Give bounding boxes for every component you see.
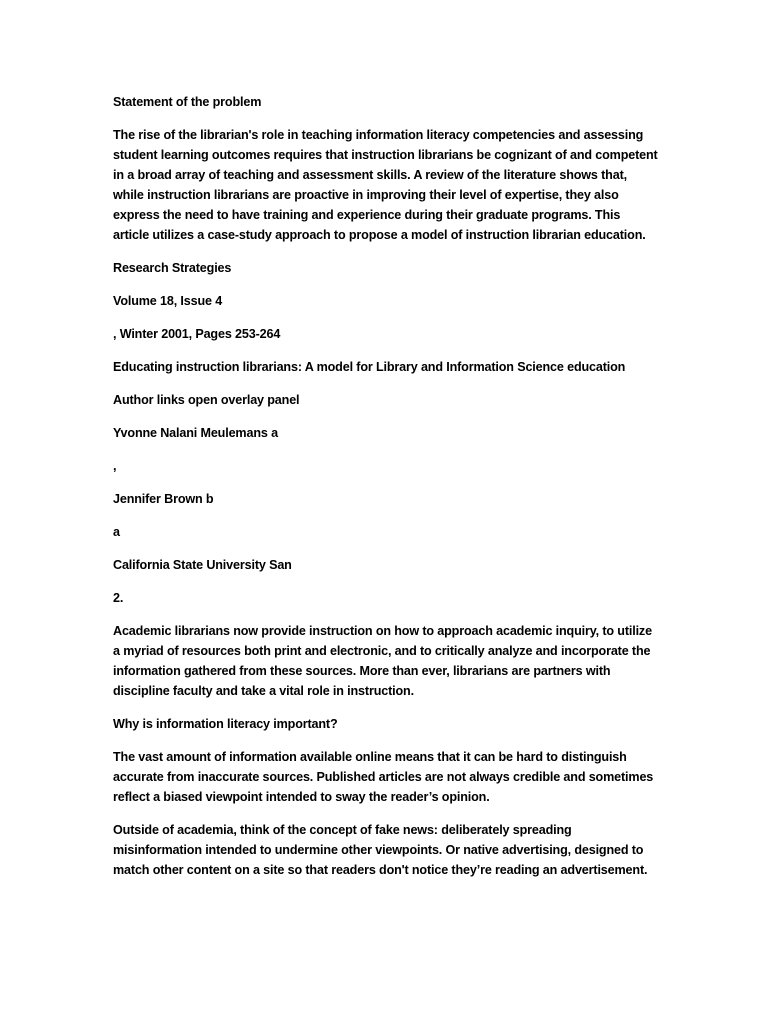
document-body [113, 92, 658, 893]
author-links-text: Author links open overlay panel [113, 393, 300, 407]
paragraph-academic-librarians: Academic librarians now provide instruction on how to approach academic inquiry, to utilize a myriad of resources both print and electronic, and to critically analyze and incorporate the information gathered from these sources. More than ever, librarians are partners with discipline faculty and take a vital role in instruction. [113, 624, 652, 698]
article-title: Educating instruction librarians: A model for Library and Information Science education [113, 360, 626, 374]
paragraph-fake-news: Outside of academia, think of the concept of fake news: deliberately spreading misinformation intended to undermine other viewpoints. Or native advertising, designed to match other content on a site so that readers don't notice they’re reading an advertisement. [113, 823, 648, 877]
author-name-2: Jennifer Brown b [113, 492, 214, 506]
section-heading-why: Why is information literacy important? [113, 717, 338, 731]
section-number: 2. [113, 591, 124, 605]
journal-name: Research Strategies [113, 261, 232, 275]
journal-date-pages: , Winter 2001, Pages 253-264 [113, 327, 281, 341]
paragraph-abstract: The rise of the librarian's role in teaching information literacy competencies and assessing student learning outcomes requires that instruction librarians be cognizant of and competent in a broad array of teaching and assessment skills. A review of the literature shows that, while instruction librarians are proactive in improving their level of expertise, they also express the need to have training and experience during their graduate programs. This article utilizes a case-study approach to propose a model of instruction librarian education. [113, 128, 658, 242]
section-heading-statement: Statement of the problem [113, 95, 262, 109]
affiliation-text: California State University San [113, 558, 292, 572]
author-separator: , [113, 459, 117, 473]
paragraph-information-online: The vast amount of information available online means that it can be hard to distinguish accurate from inaccurate sources. Published articles are not always credible and sometimes reflect a biased viewpoint intended to sway the reader’s opinion. [113, 750, 654, 804]
journal-volume: Volume 18, Issue 4 [113, 294, 223, 308]
affiliation-marker: a [113, 525, 120, 539]
author-name-1: Yvonne Nalani Meulemans a [113, 426, 278, 440]
